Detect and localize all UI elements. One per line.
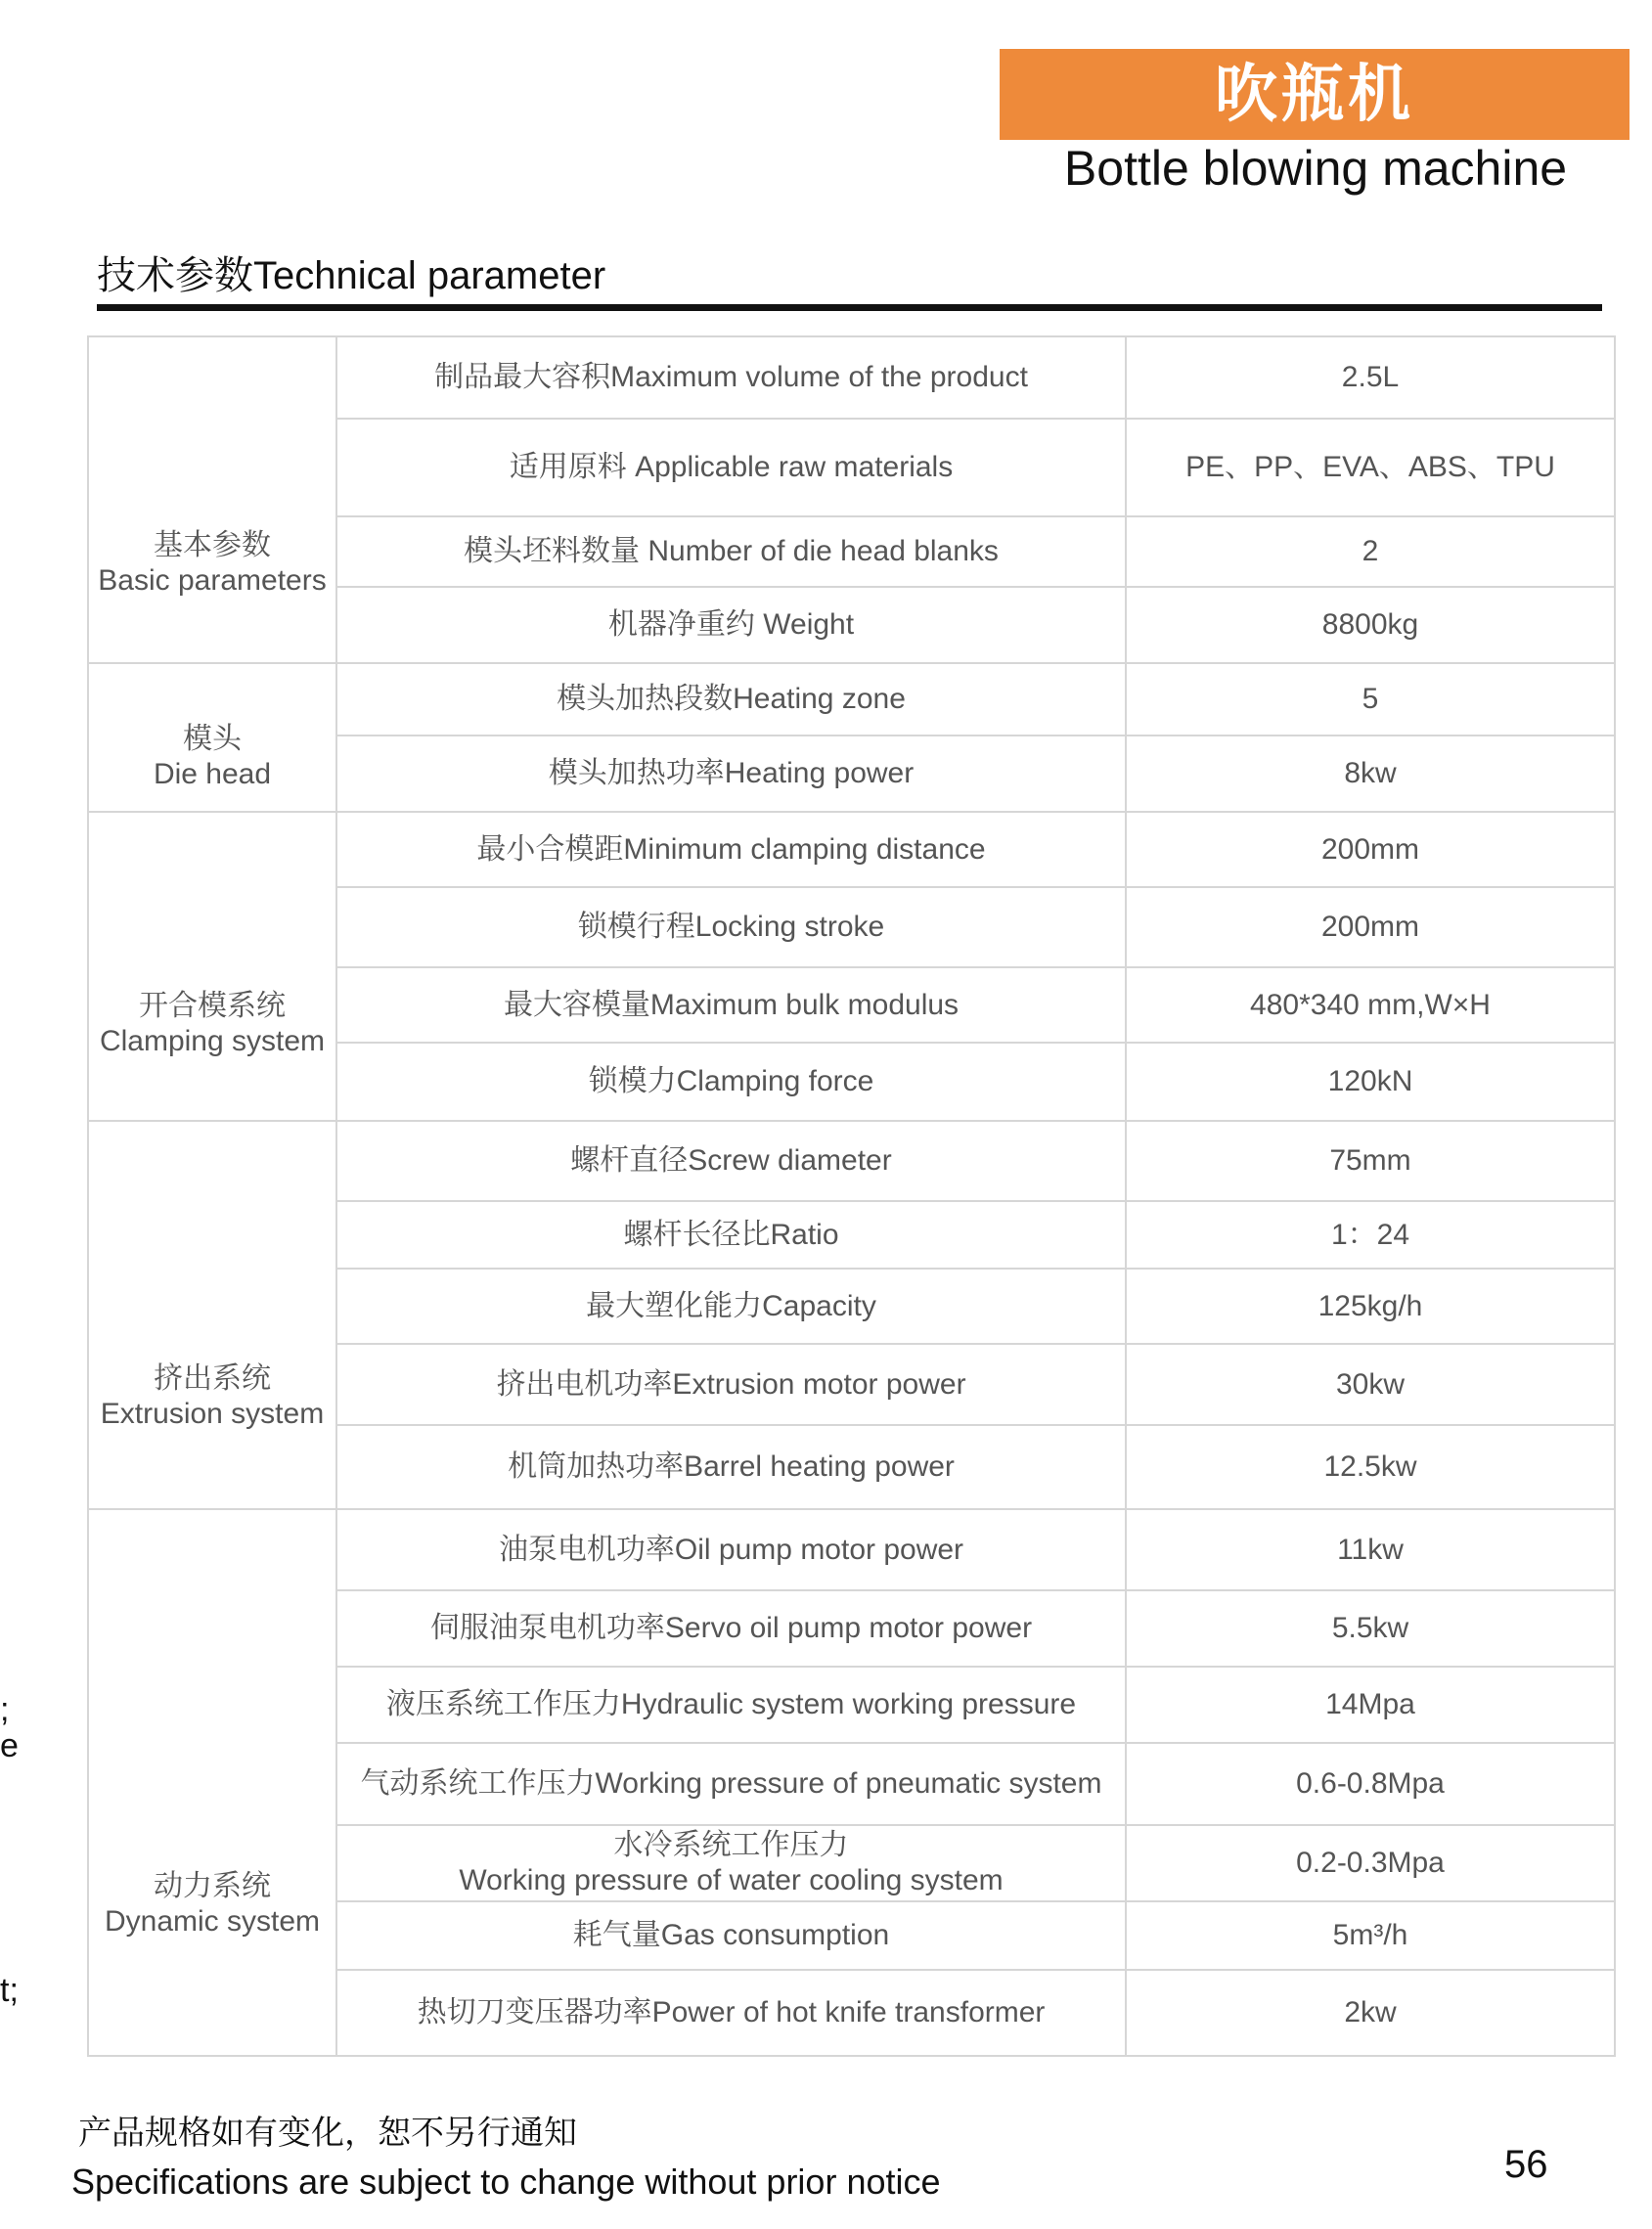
param-label: 模头坯料数量 Number of die head blanks bbox=[336, 516, 1126, 587]
param-label: 机筒加热功率Barrel heating power bbox=[336, 1425, 1126, 1509]
group-cell-dynamic bbox=[88, 1509, 336, 2056]
group-name-en: Extrusion system bbox=[100, 1397, 325, 1430]
group-label bbox=[95, 683, 330, 792]
group-name-en: Basic parameters bbox=[98, 564, 327, 597]
param-value: 200mm bbox=[1126, 887, 1615, 967]
param-label: 适用原料 Applicable raw materials bbox=[336, 419, 1126, 516]
page-number: 56 bbox=[1504, 2143, 1548, 2186]
group-cell-basic bbox=[88, 336, 336, 663]
group-name-en: Clamping system bbox=[99, 1025, 326, 1057]
param-value: 1：24 bbox=[1126, 1201, 1615, 1269]
param-value: 8kw bbox=[1126, 736, 1615, 812]
param-label: 油泵电机功率Oil pump motor power bbox=[336, 1509, 1126, 1590]
param-label: 气动系统工作压力Working pressure of pneumatic system bbox=[336, 1743, 1126, 1825]
group-name-en: Dynamic system bbox=[104, 1904, 321, 1938]
param-value: 14Mpa bbox=[1126, 1667, 1615, 1743]
group-label bbox=[95, 1199, 330, 1432]
param-value: 75mm bbox=[1126, 1121, 1615, 1201]
param-value: 2.5L bbox=[1126, 336, 1615, 419]
param-label: 耗气量Gas consumption bbox=[336, 1901, 1126, 1970]
group-cell-die-head bbox=[88, 663, 336, 812]
param-value: 200mm bbox=[1126, 812, 1615, 887]
param-value: 2 bbox=[1126, 516, 1615, 587]
param-value: 0.2-0.3Mpa bbox=[1126, 1825, 1615, 1901]
param-value: 11kw bbox=[1126, 1509, 1615, 1590]
param-value: 125kg/h bbox=[1126, 1269, 1615, 1344]
param-label: 螺杆长径比Ratio bbox=[336, 1201, 1126, 1269]
group-label bbox=[95, 401, 330, 599]
param-label: 液压系统工作压力Hydraulic system working pressure bbox=[336, 1667, 1126, 1743]
group-name-cn: 模头 bbox=[183, 723, 242, 755]
param-value: 120kN bbox=[1126, 1043, 1615, 1121]
param-label-en: Working pressure of water cooling system bbox=[459, 1864, 1004, 1896]
param-label: 锁模力Clamping force bbox=[336, 1043, 1126, 1121]
group-cell-clamping bbox=[88, 812, 336, 1121]
section-title: 技术参数Technical parameter bbox=[97, 254, 606, 297]
group-name-cn: 动力系统 bbox=[154, 1869, 271, 1902]
param-label: 制品最大容积Maximum volume of the product bbox=[336, 336, 1126, 419]
group-name-en: Die head bbox=[153, 758, 272, 790]
param-label: 最大容模量Maximum bulk modulus bbox=[336, 967, 1126, 1043]
group-label bbox=[95, 873, 330, 1059]
param-label: 热切刀变压器功率Power of hot knife transformer bbox=[336, 1970, 1126, 2056]
group-name-cn: 挤出系统 bbox=[154, 1361, 271, 1395]
title-banner: 吹瓶机 bbox=[1000, 49, 1630, 140]
parameter-table bbox=[87, 335, 1616, 2057]
param-value: 30kw bbox=[1126, 1344, 1615, 1425]
param-label: 模头加热功率Heating power bbox=[336, 736, 1126, 812]
table-row bbox=[88, 336, 1615, 419]
param-label: 伺服油泵电机功率Servo oil pump motor power bbox=[336, 1590, 1126, 1667]
param-label: 最大塑化能力Capacity bbox=[336, 1269, 1126, 1344]
param-value: 2kw bbox=[1126, 1970, 1615, 2056]
edge-fragment: e bbox=[0, 1727, 19, 1764]
footer-note-en: Specifications are subject to change without prior notice bbox=[71, 2162, 941, 2202]
param-value: 8800kg bbox=[1126, 587, 1615, 663]
table-row bbox=[88, 663, 1615, 736]
param-label: 锁模行程Locking stroke bbox=[336, 887, 1126, 967]
param-label: 挤出电机功率Extrusion motor power bbox=[336, 1344, 1126, 1425]
group-cell-extrusion bbox=[88, 1121, 336, 1509]
param-label: 螺杆直径Screw diameter bbox=[336, 1121, 1126, 1201]
param-value: 5m³/h bbox=[1126, 1901, 1615, 1970]
edge-fragment: t; bbox=[0, 1972, 19, 2009]
param-label-cn: 水冷系统工作压力 bbox=[613, 1829, 849, 1861]
table-row bbox=[88, 812, 1615, 887]
param-label bbox=[336, 1825, 1126, 1901]
param-label: 模头加热段数Heating zone bbox=[336, 663, 1126, 736]
param-value: 480*340 mm,W×H bbox=[1126, 967, 1615, 1043]
group-name-cn: 开合模系统 bbox=[139, 990, 286, 1022]
param-value: 12.5kw bbox=[1126, 1425, 1615, 1509]
section-divider bbox=[97, 304, 1602, 311]
table-row bbox=[88, 1121, 1615, 1201]
title-english: Bottle blowing machine bbox=[1063, 141, 1568, 196]
table-row bbox=[88, 1509, 1615, 1590]
param-value: 5.5kw bbox=[1126, 1590, 1615, 1667]
param-value: PE、PP、EVA、ABS、TPU bbox=[1126, 419, 1615, 516]
param-value: 5 bbox=[1126, 663, 1615, 736]
edge-fragment: ; bbox=[0, 1691, 10, 1728]
param-value: 0.6-0.8Mpa bbox=[1126, 1743, 1615, 1825]
group-name-cn: 基本参数 bbox=[154, 529, 271, 561]
param-label: 最小合模距Minimum clamping distance bbox=[336, 812, 1126, 887]
param-label: 机器净重约 Weight bbox=[336, 587, 1126, 663]
group-label bbox=[95, 1627, 330, 1939]
footer-note-cn: 产品规格如有变化，恕不另行通知 bbox=[78, 2115, 577, 2152]
